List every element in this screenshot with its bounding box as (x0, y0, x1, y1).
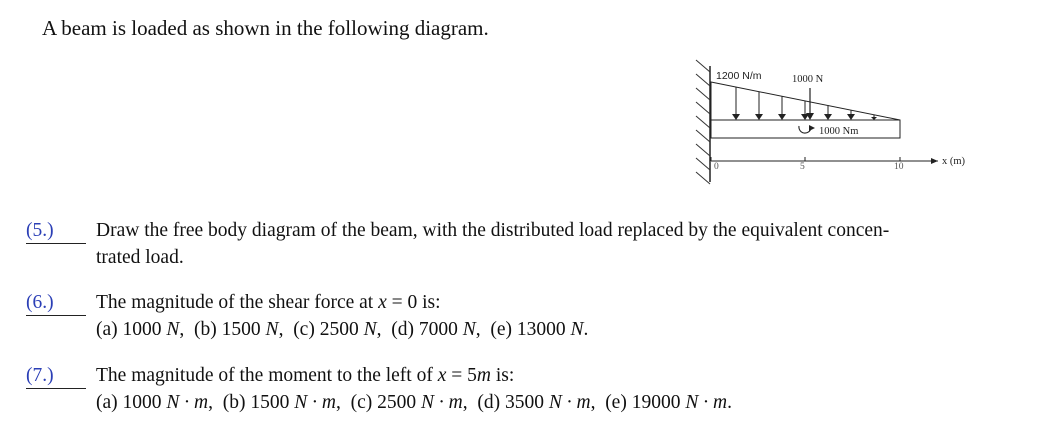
choice-d[interactable]: (d) 7000 N, (391, 319, 481, 340)
choice-a[interactable]: (a) 1000 N · m, (96, 392, 213, 413)
question-stem: The magnitude of the moment to the left of x = 5m is: (96, 365, 515, 386)
beam-diagram (678, 58, 988, 188)
choice-b[interactable]: (b) 1500 N · m, (222, 392, 341, 413)
distributed-load-label: 1200 N/m (716, 70, 762, 82)
question-text: Draw the free body diagram of the beam, with the distributed load replaced by the equivalent concen- trated load. (96, 220, 890, 268)
beam (711, 120, 900, 138)
x-axis (711, 157, 938, 164)
wall-support (696, 60, 710, 184)
question-number: (6.) (26, 289, 86, 316)
tick-label-5: 5 (800, 162, 805, 172)
question-text (96, 362, 986, 416)
point-load-label: 1000 N (792, 74, 824, 85)
answer-choices (96, 316, 986, 343)
question-text (96, 289, 986, 343)
tick-label-10: 10 (894, 162, 904, 172)
x-axis-label: x (m) (942, 156, 966, 167)
moment-label: 1000 Nm (819, 126, 859, 137)
question-number: (7.) (26, 362, 86, 389)
choice-d[interactable]: (d) 3500 N · m, (477, 392, 596, 413)
tick-label-0: 0 (714, 162, 719, 172)
choice-a[interactable]: (a) 1000 N, (96, 319, 185, 340)
question-number: (5.) (26, 217, 86, 244)
intro-text: A beam is loaded as shown in the following diagram. (42, 16, 489, 40)
choice-e[interactable]: (e) 19000 N · m. (605, 392, 732, 413)
choice-e[interactable]: (e) 13000 N. (490, 319, 589, 340)
choice-c[interactable]: (c) 2500 N, (293, 319, 382, 340)
question-stem: The magnitude of the shear force at x = 0 is: (96, 292, 441, 313)
distributed-load (711, 82, 900, 120)
answer-choices (96, 389, 986, 416)
choice-c[interactable]: (c) 2500 N · m, (350, 392, 468, 413)
choice-b[interactable]: (b) 1500 N, (194, 319, 284, 340)
